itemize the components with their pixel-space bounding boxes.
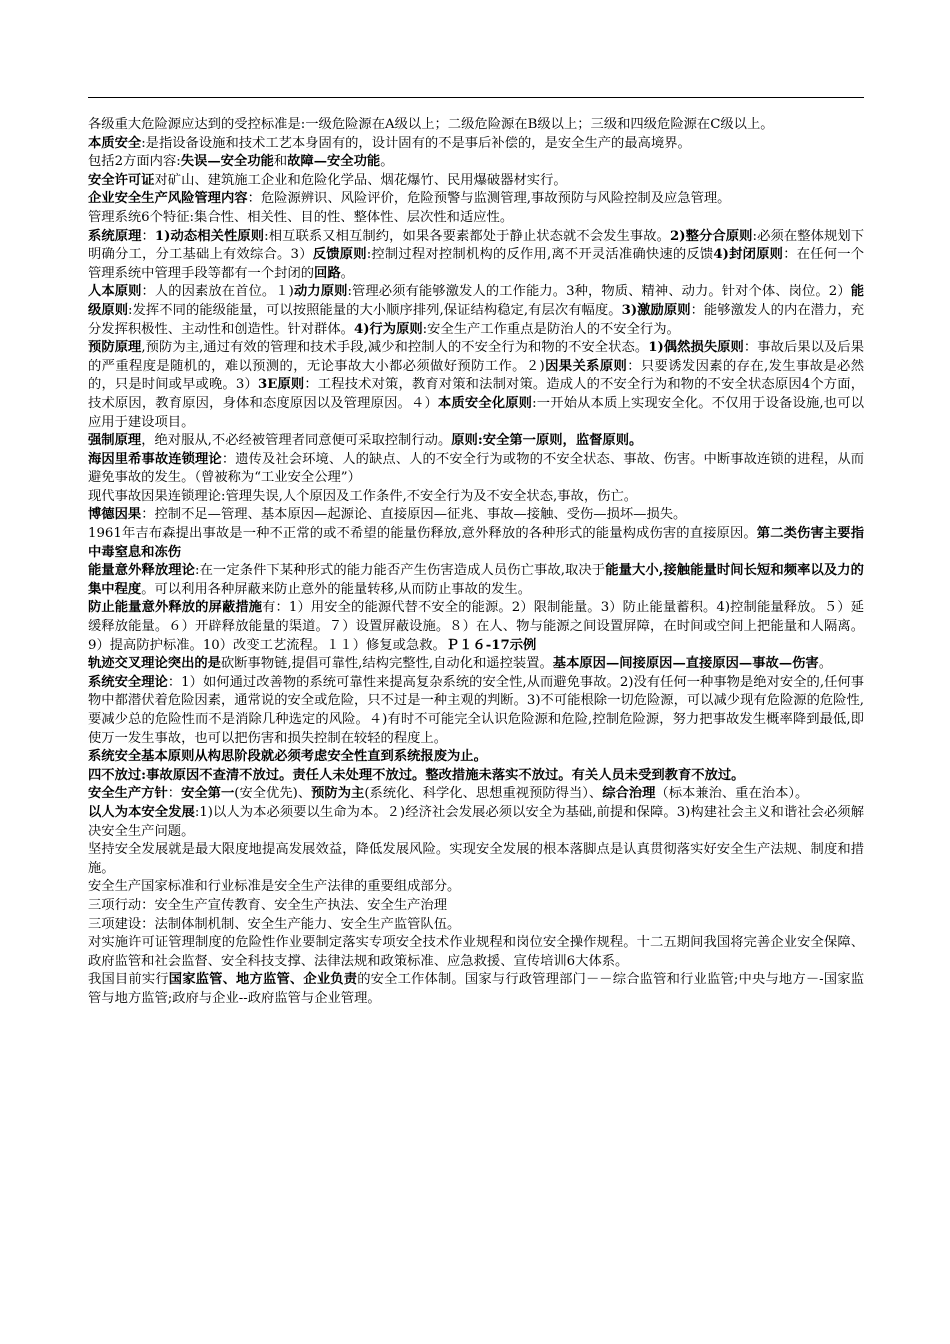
paragraph [88, 916, 864, 935]
text-run: 三项行动：安全生产宣传教育、安全生产执法、安全生产治理 [88, 897, 448, 913]
text-run: ： [167, 786, 182, 802]
bold-text-run: 海因里希事故连锁理论 [88, 451, 222, 467]
bold-text-run: 2)整分合原则 [670, 228, 753, 244]
document-body [88, 116, 864, 1009]
text-run: 三项建设：法制体制机制、安全生产能力、安全生产监管队伍。 [88, 916, 461, 932]
paragraph [88, 339, 864, 432]
text-run: 我国目前实行 [88, 972, 169, 988]
bold-text-run: 综合治理 [602, 786, 656, 802]
bold-text-run: 预防为主 [311, 786, 365, 802]
paragraph [88, 525, 864, 562]
text-run: 现代事故因果连锁理论:管理失误,人个原因及工作条件,不安全行为及不安全状态,事故，伤亡。 [88, 488, 638, 504]
bold-text-run: 动力原则 [293, 284, 348, 300]
bold-text-run: 因果关系原则 [544, 358, 628, 374]
bold-text-run: 能级原则 [88, 284, 865, 318]
bold-text-run: 能量意外释放理论 [88, 563, 196, 579]
text-run: :相互联系又相互制约，如果各要素都处于静止状态就不会发生事故。 [264, 228, 671, 244]
bold-text-run: 3)激励原则 [621, 302, 691, 318]
text-run: 有：1）用安全的能源代替不安全的能源。2）限制能量。3）防止能量蓄积。4)控制能量释放。５）延缓释放能量。６）开辟释放能量的渠道。７）设置屏蔽设施。８）在人、物与能源之间设置屏障，在时间或空间上把能量和人隔离。9）提高防护标准。10）改变工艺流程。１１）修复或急救。 [88, 600, 864, 653]
paragraph [88, 562, 864, 599]
paragraph [88, 209, 864, 228]
bold-text-run: 防止能量意外释放的屏蔽措施 [88, 600, 263, 616]
paragraph [88, 190, 864, 209]
text-run: ： [141, 228, 155, 244]
bold-text-run: 本质安全 [88, 135, 142, 151]
text-run: ：工程技术对策，教育对策和法制对策。造成人的不安全行为和物的不安全状态原因4个方面，技术原因，教育原因，身体和态度原因以及管理原因。４） [88, 377, 864, 411]
bold-text-run: 系统安全基本原则从构思阶段就必须考虑安全性直到系统报废为止。 [88, 749, 487, 765]
bold-text-run: 系统原理 [88, 228, 142, 244]
text-run: 包括2方面内容: [88, 154, 181, 170]
bold-text-run: 博德因果 [88, 507, 142, 523]
bold-text-run: 基本原因—间接原因—直接原因—事故—伤害 [552, 656, 819, 672]
text-run: :在一定条件下某种形式的能力能否产生伤害造成人员伤亡事故,取决于 [195, 563, 606, 579]
bold-text-run: 4)封闭原则 [713, 247, 784, 263]
paragraph [88, 674, 864, 748]
paragraph [88, 506, 864, 525]
bold-text-run: 失误—安全功能 [180, 154, 274, 170]
text-run: :管理必须有能够激发人的工作能力。3种，物质、精神、动力。针对个体、岗位。2） [347, 284, 851, 300]
bold-text-run: 系统安全理论 [88, 674, 168, 690]
paragraph [88, 283, 864, 339]
paragraph [88, 897, 864, 916]
bold-text-run: 4)行为原则 [353, 321, 423, 337]
text-run: 管理系统6个特征:集合性、相关性、目的性、整体性、层次性和适应性。 [88, 209, 514, 225]
text-run: （标本兼治、重在治本）。 [655, 786, 809, 802]
text-run: :一开始从本质上实现安全化。不仅用于设备设施,也可以应用于建设项目。 [88, 395, 865, 430]
bold-text-run: 预防原理 [88, 340, 142, 356]
bold-text-run: 3E原则 [257, 377, 305, 393]
text-run: 对矿山、建筑施工企业和危险化学品、烟花爆竹、民用爆破器材实行。 [154, 172, 567, 188]
paragraph [88, 934, 864, 971]
text-run: 1961年吉布森提出事故是一种不正常的或不希望的能量伤释放,意外释放的各种形式的能量构成伤害的直接原因。 [88, 526, 757, 542]
text-run: 。 [380, 154, 394, 170]
bold-text-run: 能量大小,接触能量时间长短和频率以及力的集中程度 [88, 563, 864, 597]
text-run: (安全优先)、 [234, 786, 312, 802]
text-run: ：只要诱发因素的存在,发生事故是必然的，只是时间或早或晚。3） [88, 358, 865, 393]
paragraph [88, 748, 864, 767]
bold-text-run: 本质安全化原则 [437, 395, 533, 411]
text-run: 。 [340, 265, 354, 281]
text-run: ,预防为主,通过有效的管理和技术手段,减少和控制人的不安全行为和物的不安全状态。 [141, 340, 649, 356]
paragraph [88, 785, 864, 804]
paragraph [88, 878, 864, 897]
bold-text-run: 故障—安全功能 [287, 154, 381, 170]
paragraph [88, 599, 864, 655]
text-run: :发挥不同的能级能量，可以按照能量的大小顺序排列,保证结构稳定,有层次有幅度。 [128, 302, 622, 318]
text-run: ：事故后果以及后果的严重程度是随机的，难以预测的，无论事故大小都必须做好预防工作。２) [88, 340, 865, 374]
bold-text-run: 四不放过:事故原因不查清不放过。责任人未处理不放过。整改措施未落实不放过。有关人员未受到教育不放过。 [88, 767, 745, 783]
paragraph [88, 228, 864, 284]
bold-text-run: 1)动态相关性原则 [154, 228, 265, 244]
bold-text-run: 回路 [314, 265, 341, 281]
bold-text-run: 强制原理 [88, 433, 142, 449]
bold-text-run: 原则:安全第一原则，监督原则。 [451, 433, 643, 449]
text-run: :是指设备设施和技术工艺本身固有的，设计固有的不是事后补偿的，是安全生产的最高境界。 [141, 135, 691, 151]
text-run: 砍断事物链,提倡可靠性,结构完整性,自动化和遥控装置。 [220, 656, 553, 672]
header-rule [88, 97, 864, 98]
paragraph [88, 841, 864, 878]
bold-text-run: 安全生产方针 [88, 786, 168, 802]
text-run: (系统化、科学化、思想重视预防得当）、 [364, 786, 603, 802]
paragraph [88, 804, 864, 841]
bold-text-run: 轨迹交叉理论突出的是 [88, 656, 221, 672]
paragraph [88, 172, 864, 191]
paragraph [88, 116, 864, 135]
bold-text-run: 反馈原则 [312, 247, 367, 263]
paragraph [88, 451, 864, 488]
text-run: ：能够激发人的内在潜力，充分发挥积极性、主动性和创造性。针对群体。 [88, 302, 865, 337]
bold-text-run: 安全第一 [181, 786, 235, 802]
text-run: ：人的因素放在首位。１) [141, 284, 294, 300]
text-run: ，绝对服从,不必经被管理者同意便可采取控制行动。 [141, 433, 452, 449]
text-run: 坚持安全发展就是最大限度地提高发展效益，降低发展风险。实现安全发展的根本落脚点是认真贯彻落实好安全生产法规、制度和措施。 [88, 842, 864, 876]
paragraph [88, 432, 864, 451]
text-run: 和 [273, 154, 288, 170]
text-run: :安全生产工作重点是防治人的不安全行为。 [422, 321, 680, 337]
bold-text-run: 人本原则 [88, 284, 142, 300]
text-run: 安全生产国家标准和行业标准是安全生产法律的重要组成部分。 [88, 879, 461, 895]
paragraph [88, 488, 864, 507]
bold-text-run: Ｐ１６-17示例 [445, 637, 537, 653]
text-run: 对实施许可证管理制度的危险性作业要制定落实专项安全技术作业规程和岗位安全操作规程。十二五期间我国将完善企业安全保障、政府监管和社会监督、安全科技支撑、法律法规和政策标准、应急救援、宣传培训6大体系。 [88, 935, 864, 969]
document-page [88, 97, 864, 1009]
text-run: ：在任何一个管理系统中管理手段等都有一个封闭的 [88, 247, 864, 281]
text-run: ：危险源辨识、风险评价，危险预警与监测管理,事故预防与风险控制及应急管理。 [247, 191, 731, 207]
text-run: ：遗传及社会环境、人的缺点、人的不安全行为或物的不安全状态、事故、伤害。中断事故连锁的进程，从而避免事故的发生。（曾被称为“工业安全公理”） [88, 451, 865, 486]
paragraph [88, 655, 864, 674]
paragraph [88, 971, 864, 1008]
paragraph [88, 153, 864, 172]
text-run: ：1）如何通过改善物的系统可靠性来提高复杂系统的安全性,从而避免事故。2)没有任何一种事物是绝对安全的,任何事物中都潜伏着危险因素，通常说的安全或危险，只不过是一种主观的判断。3)不可能根除一切危险源，可以减少现有危险源的危险性,要减少总的危险性而不是消除几种选定的风险。４)有时不可能完全认识危险源和危险,控制危险源，努力把事故发生概率降到最低,即使万一发生事故，也可以把伤害和损失控制在较轻的程度上。 [88, 674, 865, 746]
paragraph [88, 135, 864, 154]
bold-text-run: 1)偶然损失原则 [648, 340, 744, 356]
text-run: :1)以人为本必须要以生命为本。２)经济社会发展必须以安全为基础,前提和保障。3)构建社会主义和谐社会必须解决安全生产问题。 [88, 804, 864, 839]
bold-text-run: 国家监管、地方监管、企业负责 [168, 972, 358, 988]
bold-text-run: 以人为本安全发展 [88, 804, 195, 820]
text-run: 各级重大危险源应达到的受控标准是:一级危险源在A级以上；二级危险源在B级以上；三级和四级危险源在C级以上。 [88, 117, 774, 132]
text-run: :控制过程对控制机构的反作用,离不开灵活准确快速的反馈 [366, 247, 714, 263]
text-run: 。可以利用各种屏蔽来防止意外的能量转移,从而防止事故的发生。 [141, 581, 532, 597]
bold-text-run: 第二类伤害主要指中毒窒息和冻伤 [88, 526, 864, 560]
text-run: :必须在整体规划下明确分工，分工基础上有效综合。3） [88, 228, 865, 263]
paragraph [88, 767, 864, 786]
text-run: 的安全工作体制。国家与行政管理部门－－综合监管和行业监管;中央与地方－-国家监管与地方监管;政府与企业--政府监管与企业管理。 [88, 972, 865, 1006]
bold-text-run: 企业安全生产风险管理内容 [88, 191, 248, 207]
text-run: 。 [818, 656, 833, 672]
bold-text-run: 安全许可证 [88, 172, 155, 188]
text-run: ：控制不足—管理、基本原因—起源论、直接原因—征兆、事故—接触、受伤—损坏—损失。 [141, 507, 687, 523]
